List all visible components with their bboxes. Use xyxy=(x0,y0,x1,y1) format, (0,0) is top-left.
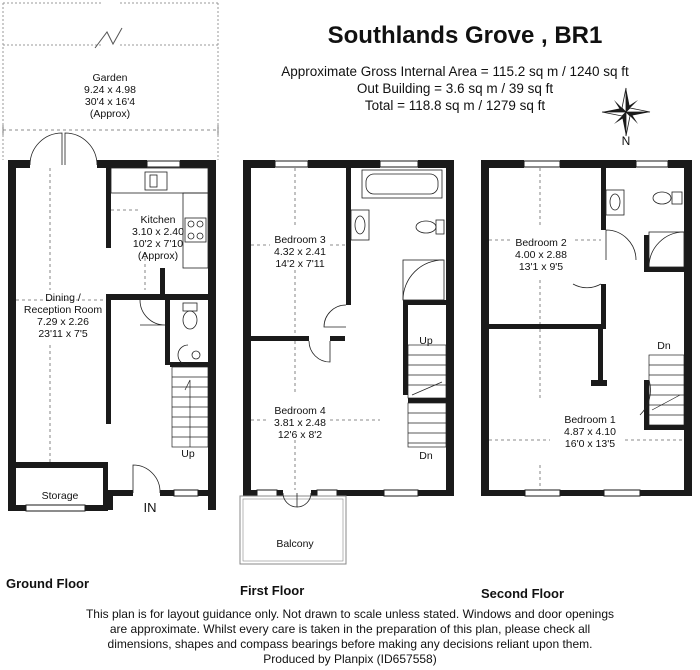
bedroom1-imperial: 16'0 x 13'5 xyxy=(564,438,616,450)
out-building-area: Out Building = 3.6 sq m / 39 sq ft xyxy=(356,81,554,96)
ground-stairs-up-label: Up xyxy=(181,448,195,460)
dining-metric: 7.29 x 2.26 xyxy=(37,316,89,328)
bedroom4-metric: 3.81 x 2.48 xyxy=(274,417,326,429)
dining-label xyxy=(8,292,118,340)
compass-north-label: N xyxy=(621,134,631,148)
total-area: Total = 118.8 sq m / 1279 sq ft xyxy=(364,98,546,113)
first-floor-windows xyxy=(257,161,418,496)
bedroom3-label xyxy=(255,234,345,270)
kitchen-name: Kitchen xyxy=(140,214,176,226)
wc-door xyxy=(140,300,165,325)
dining-name: Dining / xyxy=(45,292,81,304)
bedroom4-imperial: 12'6 x 8'2 xyxy=(277,429,323,441)
garden-metric: 9.24 x 4.98 xyxy=(84,84,136,96)
kitchen-note: (Approx) xyxy=(137,250,179,262)
bedroom2-metric: 4.00 x 2.88 xyxy=(515,249,567,261)
garden-french-doors xyxy=(30,133,97,165)
kitchen-label xyxy=(108,214,208,262)
garden-imperial: 30'4 x 16'4 xyxy=(84,96,136,108)
first-staircase xyxy=(408,345,446,447)
bedroom3-metric: 4.32 x 2.41 xyxy=(274,246,326,258)
bedroom3-name: Bedroom 3 xyxy=(274,234,326,246)
first-bathroom-fittings xyxy=(351,170,444,300)
kitchen-imperial: 10'2 x 7'10 xyxy=(132,238,184,250)
bedroom2-label xyxy=(496,237,586,273)
bedroom1-name: Bedroom 1 xyxy=(564,414,616,426)
garden-name: Garden xyxy=(92,72,128,84)
first-floor-doors xyxy=(309,305,346,362)
disclaimer-line-3: dimensions, shapes and compass bearings before making any decisions reliant upon them. xyxy=(107,637,593,651)
kitchen-metric: 3.10 x 2.40 xyxy=(132,226,184,238)
property-title: Southlands Grove , BR1 xyxy=(327,22,603,49)
storage-label: Storage xyxy=(41,490,79,502)
disclaimer-line-2: are approximate. Whilst every care is taken in the preparation of this plan, please check all xyxy=(109,622,591,636)
second-staircase xyxy=(649,355,684,425)
bedroom4-name: Bedroom 4 xyxy=(274,405,326,417)
entrance-label: IN xyxy=(143,500,157,515)
ground-staircase xyxy=(172,367,208,447)
disclaimer-line-1: This plan is for layout guidance only. Not drawn to scale unless stated. Windows and door openings xyxy=(85,607,615,621)
bedroom2-imperial: 13'1 x 9'5 xyxy=(518,261,564,273)
bedroom4-label xyxy=(255,405,345,441)
garden-label xyxy=(60,72,160,120)
first-stairs-up-label: Up xyxy=(419,335,433,347)
bedroom1-label xyxy=(545,414,635,450)
balcony-doors xyxy=(283,493,311,507)
bedroom2-name: Bedroom 2 xyxy=(515,237,567,249)
producer-credit: Produced by Planpix (ID657558) xyxy=(263,652,437,666)
dining-name-2: Reception Room xyxy=(23,304,103,316)
garden-dimension-lines xyxy=(3,125,218,135)
bedroom1-metric: 4.87 x 4.10 xyxy=(564,426,616,438)
gross-internal-area: Approximate Gross Internal Area = 115.2 sq m / 1240 sq ft xyxy=(281,64,629,79)
first-floor-walls xyxy=(243,160,454,496)
dining-imperial: 23'11 x 7'5 xyxy=(38,328,88,340)
entrance-door xyxy=(133,465,160,493)
ground-wc-fittings xyxy=(178,303,200,365)
ground-floor-label: Ground Floor xyxy=(6,576,90,591)
second-floor-label: Second Floor xyxy=(481,586,565,601)
first-floor-label: First Floor xyxy=(240,583,305,598)
first-stairs-down-label: Dn xyxy=(419,450,433,462)
garden-note: (Approx) xyxy=(89,108,131,120)
second-stairs-down-label: Dn xyxy=(657,340,671,352)
bedroom3-imperial: 14'2 x 7'11 xyxy=(275,258,325,270)
balcony-label: Balcony xyxy=(276,538,314,550)
